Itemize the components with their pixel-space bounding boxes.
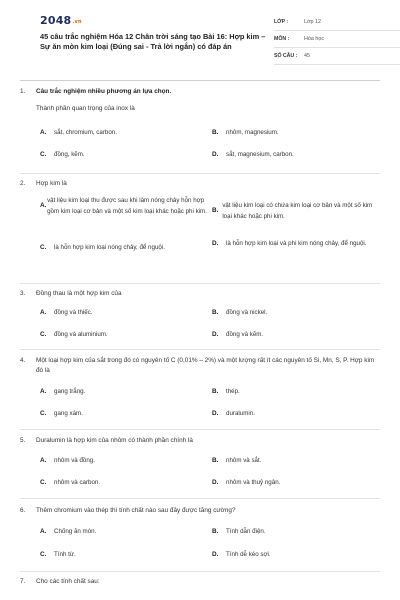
option-key: C. — [40, 479, 47, 486]
option-text: đồng và aluminium. — [54, 331, 108, 338]
question-number: 6. — [20, 507, 26, 514]
meta-row-class — [274, 14, 400, 31]
option-text: duralumin. — [226, 410, 255, 417]
question-2 — [20, 174, 380, 284]
option-d[interactable] — [210, 330, 380, 341]
option-a[interactable] — [38, 387, 208, 398]
logo-text: 2048 — [40, 14, 72, 27]
question-header — [20, 87, 380, 97]
option-key: A. — [40, 202, 47, 210]
option-d[interactable] — [210, 409, 380, 420]
option-key: D. — [212, 551, 219, 558]
question-number: 4. — [20, 357, 26, 364]
meta-value: Lớp 12 — [304, 19, 322, 25]
option-key: C. — [40, 244, 47, 251]
meta-panel — [274, 14, 400, 65]
option-key: D. — [212, 410, 219, 417]
logo-suffix: .vn — [72, 19, 82, 25]
question-header — [20, 436, 380, 446]
option-a[interactable] — [38, 308, 208, 319]
question-number: 3. — [20, 290, 26, 297]
question-number: 5. — [20, 437, 26, 444]
question-header — [20, 179, 380, 189]
option-key: B. — [212, 528, 219, 535]
option-b[interactable] — [210, 527, 380, 538]
site-logo[interactable] — [40, 14, 82, 27]
question-header — [20, 289, 380, 299]
option-text: đồng, kẽm. — [54, 151, 85, 158]
option-text: sắt, chromium, carbon. — [54, 129, 117, 136]
option-text: nhôm và đồng. — [54, 457, 95, 464]
question-number: 1. — [20, 88, 26, 95]
option-key: C. — [40, 331, 47, 338]
option-key: D. — [212, 240, 219, 247]
option-a[interactable] — [38, 527, 208, 538]
meta-label: MÔN : — [274, 36, 290, 42]
option-key: A. — [40, 309, 47, 316]
question-3 — [20, 284, 380, 350]
option-key: D. — [212, 331, 219, 338]
question-text: Một loại hợp kim của sắt trong đó có nguyên tố C (0,01% – 2%) và một lượng rất ít các nguyên tố Si, Mn, S, P. Hợp kim đó là — [36, 357, 375, 374]
option-key: C. — [40, 551, 47, 558]
option-text: đồng và nickel. — [226, 309, 268, 316]
question-6 — [20, 499, 380, 572]
meta-value: Hóa học — [304, 36, 325, 42]
question-intro: Thành phần quan trọng của inox là — [36, 105, 135, 112]
question-list — [20, 81, 380, 600]
question-text: Đồng thau là một hợp kim của — [36, 290, 122, 297]
option-text: đồng và kẽm. — [226, 331, 264, 338]
option-text: Tính từ. — [54, 551, 76, 558]
option-text: là hỗn hợp kim loại và phi kim nóng chảy, để nguội. — [226, 240, 367, 247]
meta-value: 45 — [304, 53, 310, 59]
option-c[interactable] — [38, 150, 208, 161]
option-key: A. — [40, 388, 47, 395]
question-7 — [20, 572, 380, 600]
option-text: gang trắng. — [54, 388, 86, 395]
question-header — [20, 356, 380, 376]
option-d[interactable] — [210, 478, 380, 489]
question-4 — [20, 350, 380, 430]
meta-row-subject — [274, 31, 400, 48]
meta-label: LỚP : — [274, 19, 289, 25]
option-text: gang xám. — [54, 410, 83, 417]
option-d[interactable] — [210, 550, 380, 561]
question-text: Duralumin là hợp kim của nhôm có thành phần chính là — [36, 437, 193, 444]
meta-row-count — [274, 48, 400, 65]
page-title: 45 câu trắc nghiệm Hóa 12 Chân trời sáng tạo Bài 16: Hợp kim – Sự ăn mòn kim loại (Đúng sai - Trả lời ngắn) có đáp án — [40, 32, 266, 51]
option-b[interactable] — [210, 201, 380, 222]
option-b[interactable] — [210, 308, 380, 319]
option-text: Tính dẫn điện. — [226, 528, 266, 535]
option-c[interactable] — [38, 409, 208, 420]
option-text: là hỗn hợp kim loại nóng chảy, để nguội. — [54, 244, 165, 251]
option-a[interactable] — [38, 128, 208, 139]
option-b[interactable] — [210, 456, 380, 467]
option-text: Tính dễ kéo sợi. — [226, 551, 271, 558]
question-text: Hợp kim là — [36, 180, 67, 187]
option-key: D. — [212, 151, 219, 158]
question-text: Cho các tính chất sau: — [36, 578, 100, 585]
option-text: thép. — [226, 388, 240, 395]
question-1 — [20, 81, 380, 174]
option-key: C. — [40, 151, 47, 158]
option-text: nhôm, magnesium. — [226, 129, 279, 136]
option-text: sắt, magnesium, carbon. — [226, 151, 294, 158]
option-c[interactable] — [38, 243, 208, 254]
option-key: D. — [212, 479, 219, 486]
option-text: đồng và thiếc. — [54, 309, 93, 316]
option-text: vật liệu kim loại có chứa kim loại cơ bản và một số kim loại khác hoặc phi kim. — [222, 202, 373, 220]
question-number: 7. — [20, 578, 26, 585]
option-key: B. — [212, 457, 219, 464]
option-d[interactable] — [210, 239, 380, 250]
option-key: C. — [40, 410, 47, 417]
option-key: B. — [212, 129, 219, 136]
option-text: nhôm và thuỷ ngân. — [226, 479, 281, 486]
option-text: nhôm và sắt. — [226, 457, 262, 464]
option-text: nhôm và carbon. — [54, 479, 101, 486]
option-key: B. — [212, 309, 219, 316]
option-key: A. — [40, 528, 47, 535]
question-number: 2. — [20, 180, 26, 187]
option-key: B. — [212, 207, 219, 215]
option-text: Chống ăn mòn. — [54, 528, 97, 535]
question-text: Câu trắc nghiệm nhiều phương án lựa chọn. — [36, 88, 172, 95]
question-header — [20, 506, 380, 516]
option-d[interactable] — [210, 150, 380, 161]
meta-label: SỐ CÂU : — [274, 53, 298, 59]
option-a[interactable] — [38, 456, 208, 467]
option-b[interactable] — [210, 387, 380, 398]
option-c[interactable] — [38, 330, 208, 341]
question-text: Thêm chromium vào thép thì tính chất nào sau đây được tăng cường? — [36, 507, 236, 514]
option-text: vật liệu kim loại thu được sau khi làm nóng chảy hỗn hợp gồm kim loại cơ bản và một số kim loại khác hoặc phi kim. — [47, 197, 207, 215]
option-b[interactable] — [210, 128, 380, 139]
option-key: A. — [40, 457, 47, 464]
option-key: A. — [40, 129, 47, 136]
page-header — [20, 0, 380, 80]
option-a[interactable] — [38, 196, 208, 217]
question-5 — [20, 430, 380, 499]
option-c[interactable] — [38, 478, 208, 489]
option-key: B. — [212, 388, 219, 395]
option-c[interactable] — [38, 550, 208, 561]
question-header — [20, 577, 380, 587]
